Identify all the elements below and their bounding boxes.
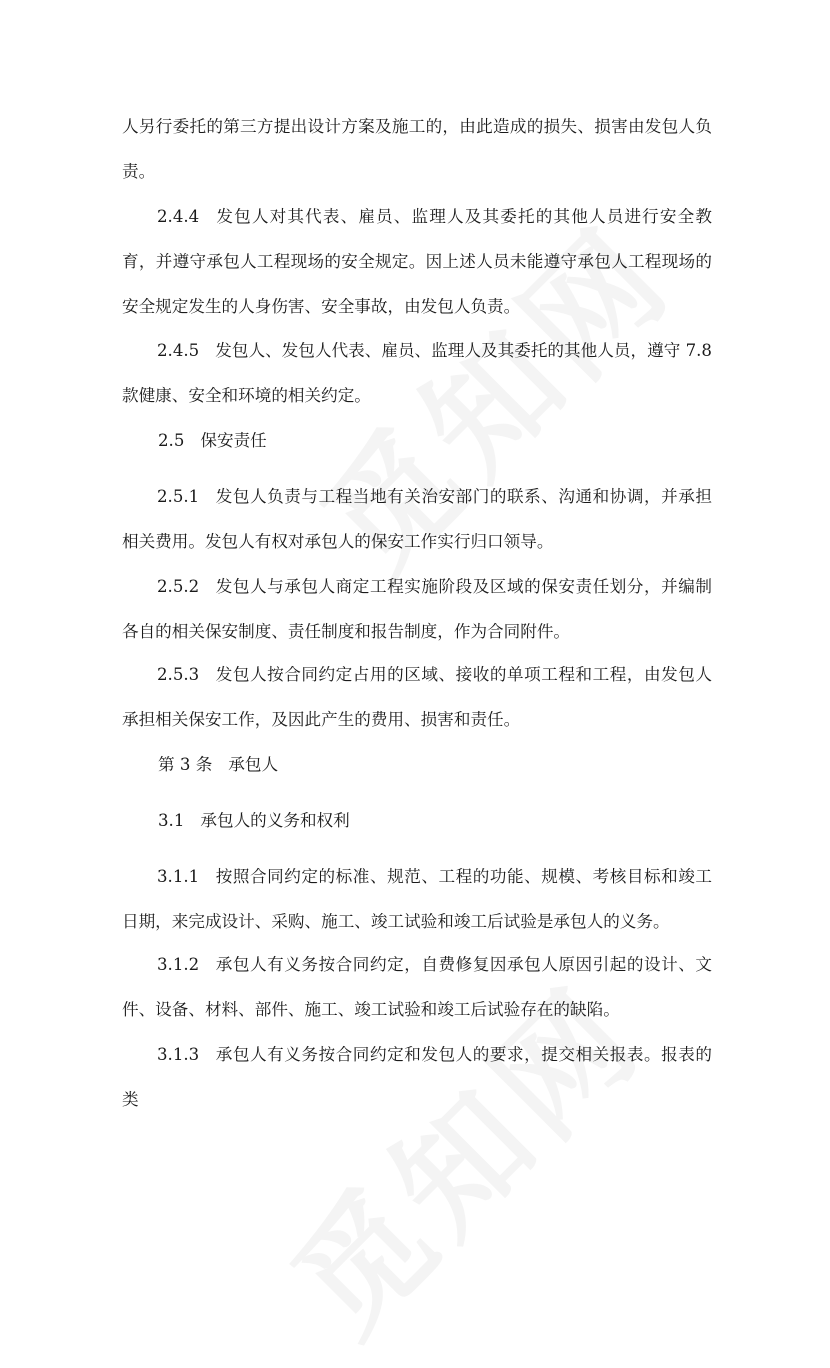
section-title: 承包人的义务和权利 xyxy=(200,811,350,830)
clause-text: 发包人、发包人代表、雇员、监理人及其委托的其他人员，遵守 7.8 款健康、安全和环境的相关约定。 xyxy=(122,341,712,405)
clause-3-1-3 xyxy=(122,1032,712,1122)
clause-number: 3.1.1 xyxy=(157,867,200,886)
clause-text: 承包人有义务按合同约定和发包人的要求，提交相关报表。报表的类 xyxy=(122,1045,712,1109)
section-heading-3-1 xyxy=(158,798,350,843)
clause-text: 发包人按合同约定占用的区域、接收的单项工程和工程，由发包人承担相关保安工作，及因此产生的费用、损害和责任。 xyxy=(122,665,712,729)
clause-3-1-1 xyxy=(122,854,712,944)
clause-text: 发包人负责与工程当地有关治安部门的联系、沟通和协调，并承担相关费用。发包人有权对承包人的保安工作实行归口领导。 xyxy=(122,487,712,551)
clause-2-5-1 xyxy=(122,474,712,564)
clause-number: 2.5.2 xyxy=(157,577,200,596)
clause-number: 2.5.3 xyxy=(157,665,200,684)
article-heading-3 xyxy=(158,742,278,787)
clause-number: 2.4.4 xyxy=(157,207,200,226)
clause-text: 发包人对其代表、雇员、监理人及其委托的其他人员进行安全教育，并遵守承包人工程现场的安全规定。因上述人员未能遵守承包人工程现场的安全规定发生的人身伤害、安全事故，由发包人负责。 xyxy=(122,207,712,316)
clause-text: 承包人有义务按合同约定，自费修复因承包人原因引起的设计、文件、设备、材料、部件、施工、竣工试验和竣工后试验存在的缺陷。 xyxy=(122,955,712,1019)
section-number: 3.1 xyxy=(158,811,185,830)
clause-text: 按照合同约定的标准、规范、工程的功能、规模、考核目标和竣工日期，来完成设计、采购、施工、竣工试验和竣工后试验是承包人的义务。 xyxy=(122,867,712,931)
clause-number: 2.5.1 xyxy=(157,487,200,506)
section-heading-2-5 xyxy=(158,418,267,463)
clause-2-4-5 xyxy=(122,328,712,418)
clause-number: 2.4.5 xyxy=(157,341,200,360)
section-title: 保安责任 xyxy=(200,431,267,450)
clause-2-5-2 xyxy=(122,564,712,654)
clause-text: 发包人与承包人商定工程实施阶段及区域的保安责任划分，并编制各自的相关保安制度、责任制度和报告制度，作为合同附件。 xyxy=(122,577,712,641)
clause-number: 3.1.2 xyxy=(157,955,200,974)
clause-2-5-3 xyxy=(122,652,712,742)
clause-number: 3.1.3 xyxy=(157,1045,200,1064)
section-number: 2.5 xyxy=(158,431,185,450)
clause-3-1-2 xyxy=(122,942,712,1032)
clause-2-4-4 xyxy=(122,194,712,329)
paragraph-continuation: 人另行委托的第三方提出设计方案及施工的，由此造成的损失、损害由发包人负责。 xyxy=(122,117,712,181)
article-number: 第 3 条 xyxy=(158,755,213,774)
article-title: 承包人 xyxy=(228,755,279,774)
